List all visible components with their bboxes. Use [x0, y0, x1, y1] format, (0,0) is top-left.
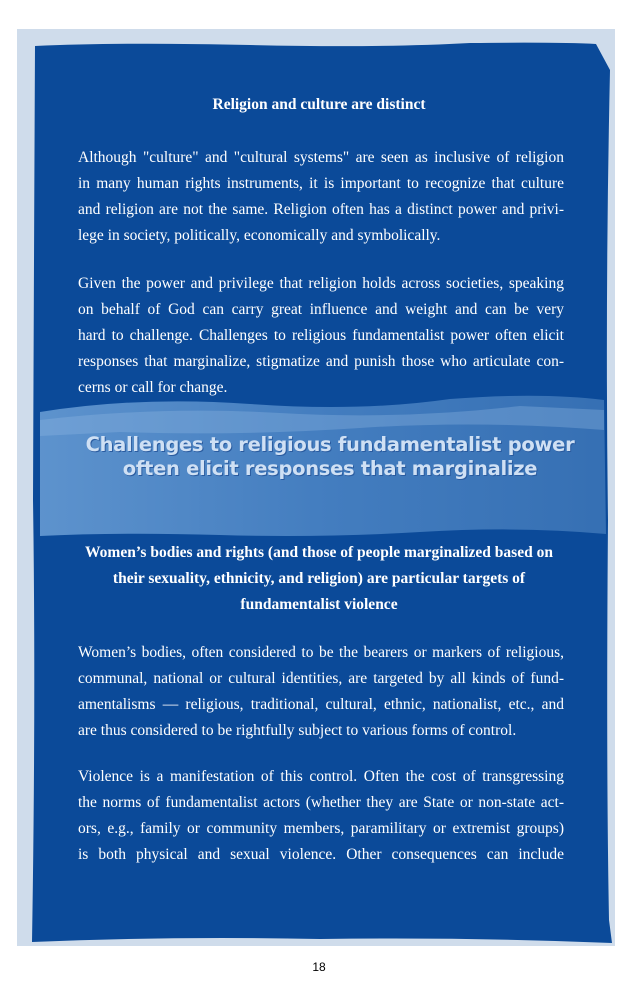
pull-quote-line: Challenges to religious fundamentalist power: [85, 433, 575, 456]
text-line: Although "culture" and "cultural systems" are seen as inclusive of religion: [78, 149, 564, 166]
text-line: are thus considered to be rightfully subject to various forms of control.: [78, 722, 517, 739]
paragraph-culture-religion: [78, 145, 564, 249]
heading-line: fundamentalist violence: [240, 596, 398, 613]
text-line: hard to challenge. Challenges to religious fundamentalist power often elicit: [78, 327, 564, 344]
text-line: ors, e.g., family or community members, paramilitary or extremist groups): [78, 820, 564, 837]
page-number: 18: [312, 960, 326, 974]
text-line: is both physical and sexual violence. Other consequences can include: [78, 846, 564, 863]
text-line: cerns or call for change.: [78, 379, 228, 396]
text-line: Violence is a manifestation of this control. Often the cost of transgressing: [78, 768, 564, 785]
text-line: in many human rights instruments, it is important to recognize that culture: [78, 175, 564, 192]
heading-line: their sexuality, ethnicity, and religion) are particular targets of: [112, 570, 526, 587]
paragraph-violence-control: [78, 764, 564, 868]
paragraph-power-privilege: [78, 271, 564, 401]
text-line: responses that marginalize, stigmatize and punish those who articulate con-: [78, 353, 564, 370]
text-line: Women’s bodies, often considered to be the bearers or markers of religious,: [78, 644, 564, 661]
pull-quote: [70, 433, 590, 481]
section-heading-womens-bodies: [70, 540, 568, 618]
text-line: the norms of fundamentalist actors (whether they are State or non-state act-: [78, 794, 564, 811]
text-line: and religion are not the same. Religion often has a distinct power and privi-: [78, 201, 564, 218]
text-line: communal, national or cultural identities, are targeted by all kinds of fund-: [78, 670, 564, 687]
paragraph-womens-bodies: [78, 640, 564, 744]
pull-quote-line: often elicit responses that marginalize: [122, 457, 538, 480]
text-line: lege in society, politically, economically and symbolically.: [78, 227, 441, 244]
text-line: Given the power and privilege that religion holds across societies, speaking: [78, 275, 564, 292]
section-heading-religion-culture: Religion and culture are distinct: [212, 96, 426, 113]
text-line: on behalf of God can carry great influence and weight and can be very: [78, 301, 564, 318]
heading-line: Women’s bodies and rights (and those of people marginalized based on: [85, 544, 553, 561]
text-line: amentalisms — religious, traditional, cultural, ethnic, nationalist, etc., and: [78, 696, 564, 713]
